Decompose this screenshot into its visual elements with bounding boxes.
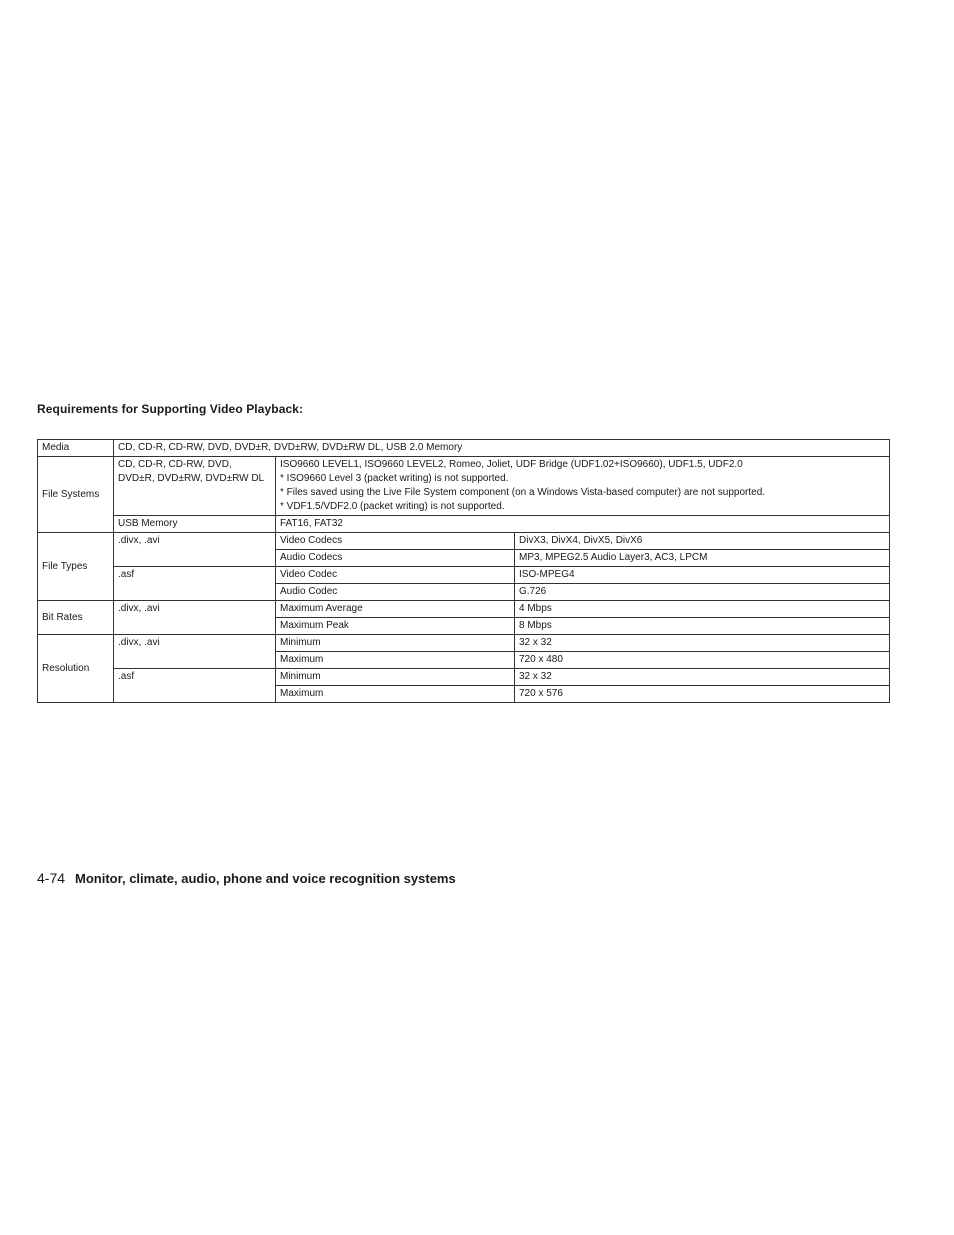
bit-rates-ext: .divx, .avi — [114, 601, 276, 635]
page-number: 4-74 — [37, 870, 66, 886]
spec-key: Video Codec — [276, 567, 515, 584]
spec-key: Video Codecs — [276, 533, 515, 550]
table-row — [38, 635, 890, 652]
resolution-asf-ext: .asf — [114, 669, 276, 703]
spec-value: ISO-MPEG4 — [515, 567, 890, 584]
spec-key: Minimum — [276, 669, 515, 686]
resolution-divx-ext: .divx, .avi — [114, 635, 276, 669]
media-value: CD, CD-R, CD-RW, DVD, DVD±R, DVD±RW, DVD±RW DL, USB 2.0 Memory — [114, 440, 890, 457]
spec-value: 720 x 480 — [515, 652, 890, 669]
chapter-title: Monitor, climate, audio, phone and voice recognition systems — [75, 871, 456, 886]
table-row-file-systems-disc — [38, 457, 890, 516]
section-heading: Requirements for Supporting Video Playback: — [37, 402, 304, 416]
file-systems-note: * Files saved using the Live File System component (on a Windows Vista-based computer) are not supported. — [280, 487, 766, 498]
video-requirements-table — [37, 439, 890, 703]
table-row — [38, 567, 890, 584]
row-label-file-types: File Types — [38, 533, 114, 601]
file-systems-disc-label: CD, CD-R, CD-RW, DVD, DVD±R, DVD±RW, DVD±RW DL — [114, 457, 276, 516]
file-systems-note: * VDF1.5/VDF2.0 (packet writing) is not supported. — [280, 501, 505, 512]
spec-key: Audio Codecs — [276, 550, 515, 567]
row-label-bit-rates: Bit Rates — [38, 601, 114, 635]
file-systems-disc-formats: ISO9660 LEVEL1, ISO9660 LEVEL2, Romeo, Joliet, UDF Bridge (UDF1.02+ISO9660), UDF1.5, UDF2.0 — [280, 459, 743, 470]
row-label-file-systems: File Systems — [38, 457, 114, 533]
spec-value: G.726 — [515, 584, 890, 601]
spec-value: 720 x 576 — [515, 686, 890, 703]
spec-key: Maximum — [276, 652, 515, 669]
spec-value: 32 x 32 — [515, 669, 890, 686]
table-row-file-systems-usb — [38, 516, 890, 533]
spec-value: MP3, MPEG2.5 Audio Layer3, AC3, LPCM — [515, 550, 890, 567]
spec-key: Maximum Average — [276, 601, 515, 618]
file-systems-usb-label: USB Memory — [114, 516, 276, 533]
row-label-resolution: Resolution — [38, 635, 114, 703]
file-types-divx-ext: .divx, .avi — [114, 533, 276, 567]
page-footer — [37, 870, 456, 886]
spec-key: Maximum — [276, 686, 515, 703]
table-row — [38, 533, 890, 550]
row-label-media: Media — [38, 440, 114, 457]
spec-key: Minimum — [276, 635, 515, 652]
file-systems-disc-value — [276, 457, 890, 516]
file-types-asf-ext: .asf — [114, 567, 276, 601]
file-systems-usb-value: FAT16, FAT32 — [276, 516, 890, 533]
spec-key: Maximum Peak — [276, 618, 515, 635]
spec-value: 32 x 32 — [515, 635, 890, 652]
spec-value: 8 Mbps — [515, 618, 890, 635]
spec-value: 4 Mbps — [515, 601, 890, 618]
table-row — [38, 669, 890, 686]
table-row-media — [38, 440, 890, 457]
table-row — [38, 601, 890, 618]
file-systems-note: * ISO9660 Level 3 (packet writing) is not supported. — [280, 473, 509, 484]
spec-value: DivX3, DivX4, DivX5, DivX6 — [515, 533, 890, 550]
spec-key: Audio Codec — [276, 584, 515, 601]
